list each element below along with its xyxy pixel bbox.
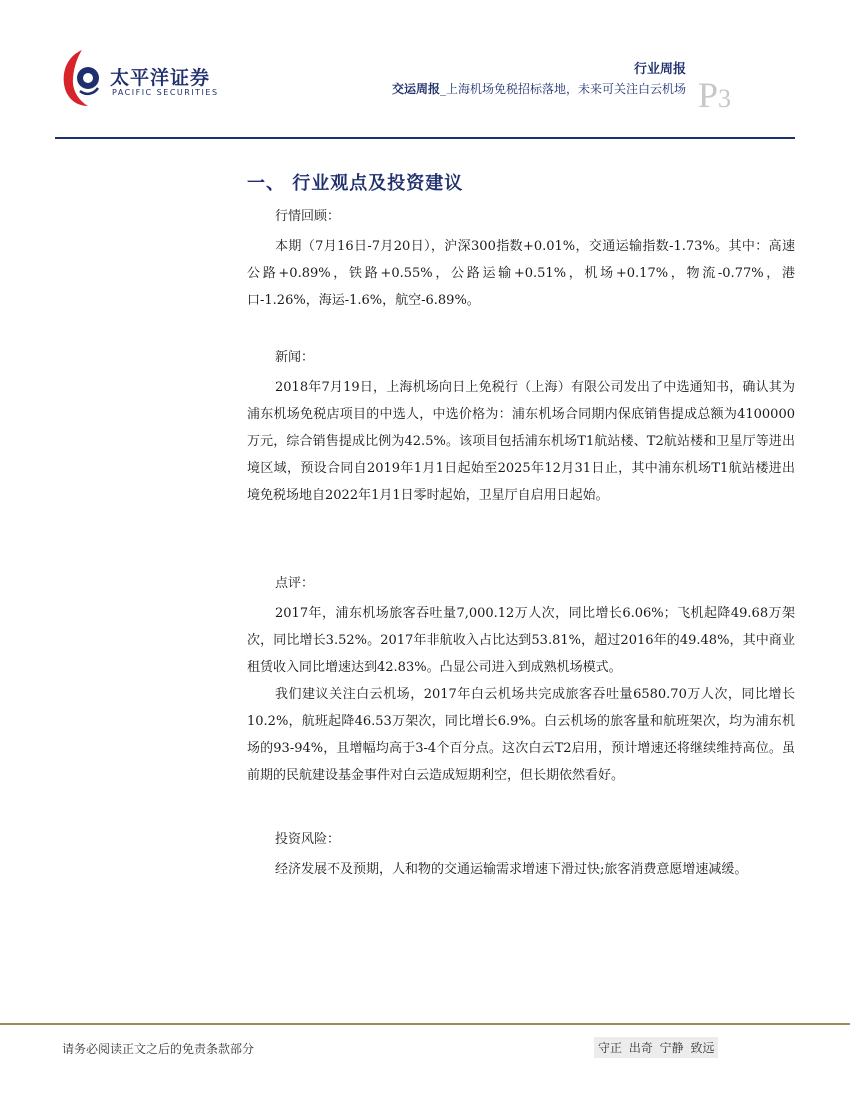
risk-label: 投资风险：: [275, 832, 341, 847]
brand-name-cn: 太平洋证券: [110, 67, 211, 89]
market-review-text: 本期（7月16日-7月20日），沪深300指数+0.01%，交通运输指数-1.73%。其中：高速公路+0.89%，铁路+0.55%，公路运输+0.51%，机场+0.17%，物流-0.77%，港口-1.26%，海运-1.6%，航空-6.89%。: [247, 239, 795, 308]
disclaimer-note: 请务必阅读正文之后的免责条款部分: [62, 1042, 255, 1056]
news-label: 新闻：: [275, 350, 315, 365]
section-heading: 一、 行业观点及投资建议: [247, 173, 464, 194]
news-text: 2018年7月19日，上海机场向日上免税行（上海）有限公司发出了中选通知书，确认其为浦东机场免税店项目的中选人，中选价格为：浦东机场合同期内保底销售提成总额为4100000万元，综合销售提成比例为42.5%。该项目包括浦东机场T1航站楼、T2航站楼和卫星厅等进出境区域，预设合同自2019年1月1日起始至2025年12月31日止，其中浦东机场T1航站楼进出境免税场地自2022年1月1日零时起始，卫星厅自启用日起始。: [247, 380, 795, 503]
header-divider: [55, 137, 795, 139]
report-title-bold: 交运周报: [391, 82, 440, 96]
report-type: 行业周报: [633, 62, 686, 77]
company-motto: 守正 出奇 宁静 致远: [594, 1037, 718, 1058]
page-number: [698, 74, 731, 116]
page-digit: 3: [718, 84, 732, 113]
market-review-block: [247, 207, 795, 314]
comment-block: [247, 574, 795, 789]
report-title: [300, 80, 686, 97]
comment-label: 点评：: [275, 576, 315, 591]
comment-paragraph-1: 2017年，浦东机场旅客吞吐量7,000.12万人次，同比增长6.06%；飞机起降49.68万架次，同比增长3.52%。2017年非航收入占比达到53.81%，超过2016年的49.48%，其中商业租赁收入同比增速达到42.83%。凸显公司进入到成熟机场模式。: [247, 606, 795, 675]
brand-name-en: PACIFIC SECURITIES: [112, 88, 219, 97]
comment-paragraph-2: 我们建议关注白云机场，2017年白云机场共完成旅客吞吐量6580.70万人次，同比增长10.2%，航班起降46.53万架次，同比增长6.9%。白云机场的旅客量和航班架次，均为浦东机场的93-94%，且增幅均高于3-4个百分点。这次白云T2启用，预计增速还将继续维持高位。虽前期的民航建设基金事件对白云造成短期利空，但长期依然看好。: [247, 687, 795, 783]
pacific-securities-logo-icon: [60, 46, 100, 110]
market-review-label: 行情回顾：: [275, 209, 341, 224]
footer-divider: [0, 1023, 850, 1025]
risk-text: 经济发展不及预期，人和物的交通运输需求增速下滑过快;旅客消费意愿增速减缓。: [275, 862, 748, 877]
page-letter: P: [698, 75, 719, 115]
news-block: [247, 348, 795, 509]
report-title-rest: _上海机场免税招标落地，未来可关注白云机场: [439, 82, 686, 96]
risk-block: [247, 830, 795, 883]
